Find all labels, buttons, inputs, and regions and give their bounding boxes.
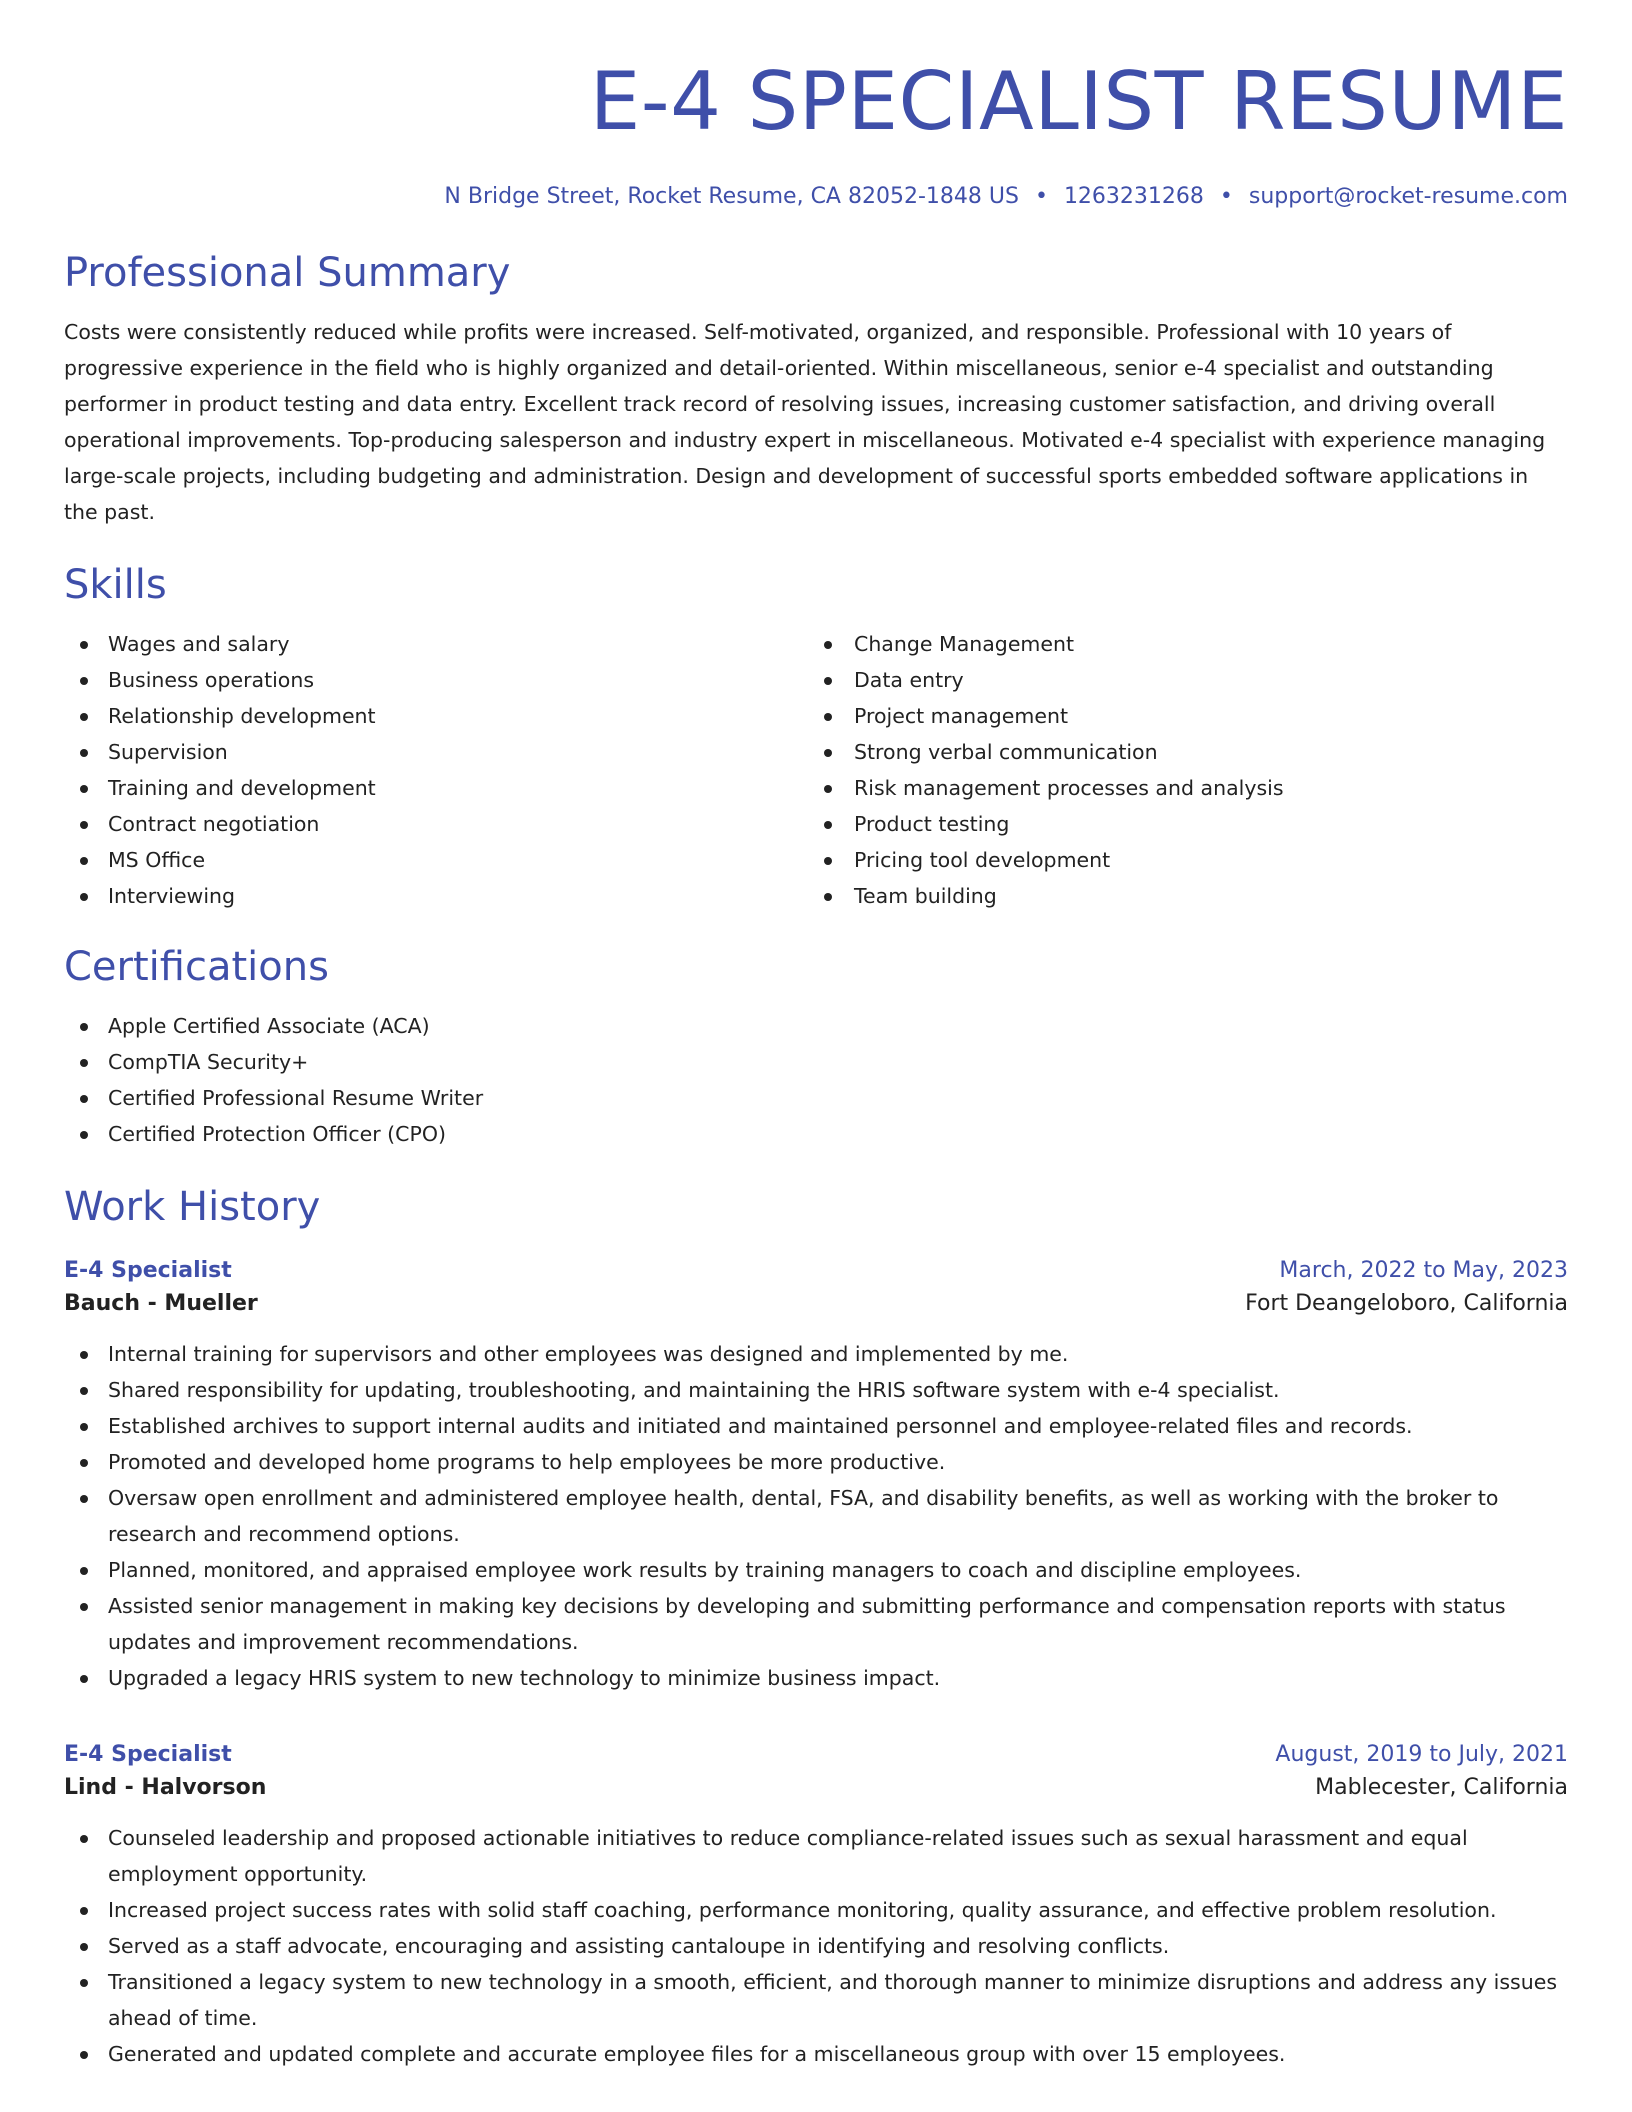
skills-heading: Skills [64, 562, 167, 608]
skill-item: MS Office [64, 842, 816, 878]
job-bullet: Established archives to support internal audits and initiated and maintained personnel and employee-related files and records. [64, 1408, 1568, 1444]
contact-line [64, 182, 1568, 212]
skill-item: Project management [816, 698, 1568, 734]
skill-item: Relationship development [64, 698, 816, 734]
skill-item: Strong verbal communication [816, 734, 1568, 770]
skill-item: Pricing tool development [816, 842, 1568, 878]
job-company-row [64, 1286, 1568, 1322]
skills-list-left [64, 626, 816, 914]
job-responsibilities [64, 1820, 1568, 2072]
skill-item: Business operations [64, 662, 816, 698]
summary-section [64, 248, 1568, 530]
job-company: Bauch - Mueller [64, 1291, 258, 1316]
job-company: Lind - Halvorson [64, 1775, 267, 1800]
job-bullet: Planned, monitored, and appraised employee work results by training managers to coach and discipline employees. [64, 1552, 1568, 1588]
job-responsibilities [64, 1336, 1568, 1696]
contact-separator: • [1219, 184, 1233, 209]
job-bullet: Increased project success rates with solid staff coaching, performance monitoring, quality assurance, and effective problem resolution. [64, 1892, 1568, 1928]
skill-item: Change Management [816, 626, 1568, 662]
skills-section [64, 560, 1568, 914]
skill-item: Wages and salary [64, 626, 816, 662]
job-bullet: Internal training for supervisors and other employees was designed and implemented by me. [64, 1336, 1568, 1372]
skill-item: Data entry [816, 662, 1568, 698]
skill-item: Risk management processes and analysis [816, 770, 1568, 806]
job-bullet: Oversaw open enrollment and administered employee health, dental, FSA, and disability benefits, as well as working with the broker to research and recommend options. [64, 1480, 1568, 1552]
skill-item: Product testing [816, 806, 1568, 842]
skill-item: Contract negotiation [64, 806, 816, 842]
skills-list-right [816, 626, 1568, 914]
certification-item: Apple Certified Associate (ACA) [64, 1008, 1568, 1044]
job-entry [64, 1740, 1568, 2072]
job-bullet: Generated and updated complete and accurate employee files for a miscellaneous group with over 15 employees. [64, 2036, 1568, 2072]
resume-header [64, 52, 1568, 212]
contact-separator: • [1034, 184, 1048, 209]
job-bullet: Counseled leadership and proposed actionable initiatives to reduce compliance-related issues such as sexual harassment and equal employment opportunity. [64, 1820, 1568, 1892]
certification-item: Certified Protection Officer (CPO) [64, 1116, 1568, 1152]
skill-item: Team building [816, 878, 1568, 914]
certification-item: Certified Professional Resume Writer [64, 1080, 1568, 1116]
job-dates: August, 2019 to July, 2021 [1275, 1742, 1568, 1767]
job-header-row [64, 1740, 1568, 1770]
job-title: E-4 Specialist [64, 1258, 232, 1283]
job-title: E-4 Specialist [64, 1742, 232, 1767]
certifications-heading: Certifications [64, 944, 329, 990]
skills-columns [64, 626, 1568, 914]
skill-item: Interviewing [64, 878, 816, 914]
job-bullet: Upgraded a legacy HRIS system to new technology to minimize business impact. [64, 1660, 1568, 1696]
job-bullet: Transitioned a legacy system to new technology in a smooth, efficient, and thorough manner to minimize disruptions and address any issues ahead of time. [64, 1964, 1568, 2036]
job-dates: March, 2022 to May, 2023 [1279, 1258, 1568, 1283]
skill-item: Training and development [64, 770, 816, 806]
job-bullet: Shared responsibility for updating, troubleshooting, and maintaining the HRIS software system with e-4 specialist. [64, 1372, 1568, 1408]
job-company-row [64, 1770, 1568, 1806]
certifications-section [64, 942, 1568, 1152]
summary-text: Costs were consistently reduced while profits were increased. Self-motivated, organized, and responsible. Professional with 10 years of progressive experience in the field who is highly organized and detail-oriented. Within miscellaneous, senior e-4 specialist and outstanding performer in product testing and data entry. Excellent track record of resolving issues, increasing customer satisfaction, and driving overall operational improvements. Top-producing salesperson and industry expert in miscellaneous. Motivated e-4 specialist with experience managing large-scale projects, including budgeting and administration. Design and development of successful sports embedded software applications in the past. [64, 320, 1546, 524]
work-history-heading: Work History [64, 1184, 321, 1230]
job-bullet: Assisted senior management in making key decisions by developing and submitting performance and compensation reports with status updates and improvement recommendations. [64, 1588, 1568, 1660]
contact-address: N Bridge Street, Rocket Resume, CA 82052-1848 US [444, 184, 1019, 209]
job-location: Mablecester, California [1315, 1775, 1568, 1800]
summary-heading: Professional Summary [64, 250, 511, 296]
contact-phone: 1263231268 [1063, 184, 1204, 209]
contact-email[interactable]: support@rocket-resume.com [1248, 184, 1568, 209]
skill-item: Supervision [64, 734, 816, 770]
certification-item: CompTIA Security+ [64, 1044, 1568, 1080]
job-bullet: Promoted and developed home programs to help employees be more productive. [64, 1444, 1568, 1480]
resume-title: E-4 SPECIALIST RESUME [589, 55, 1568, 148]
job-bullet: Served as a staff advocate, encouraging and assisting cantaloupe in identifying and resolving conflicts. [64, 1928, 1568, 1964]
job-header-row [64, 1256, 1568, 1286]
job-entry [64, 1256, 1568, 1696]
work-history-section [64, 1182, 1568, 2072]
certifications-list [64, 1008, 1568, 1152]
job-location: Fort Deangeloboro, California [1245, 1291, 1568, 1316]
